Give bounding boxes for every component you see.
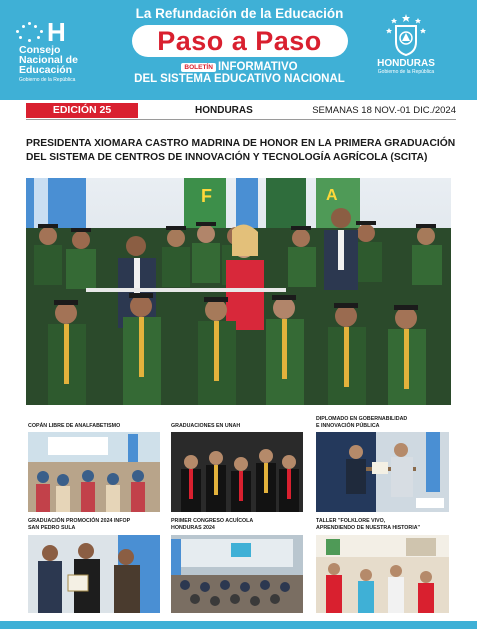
logo-text-line1: Consejo	[19, 44, 61, 56]
newsletter-title: Paso a Paso	[132, 25, 348, 57]
main-headline: PRESIDENTA XIOMARA CASTRO MADRINA DE HONOR EN LA PRIMERA GRADUACIÓN DEL SISTEMA DE CENTROS DE INNOVACIÓN Y TECNOLOGÍA AGRÍCOLA (SCITA)	[26, 138, 456, 163]
boletin-line1: INFORMATIVO	[217, 61, 298, 73]
thumb-caption: TALLER "FOLKLORE VIVO, APRENDIENDO DE NUESTRA HISTORIA"	[316, 518, 421, 531]
thumb-caption: PRIMER CONGRESO ACUÍCOLA HONDURAS 2024	[171, 518, 254, 531]
thumb-image	[316, 432, 449, 512]
graduation-photo-image	[26, 178, 451, 405]
logo-subtitle: Gobierno de la República	[19, 77, 76, 83]
date-range: SEMANAS 18 NOV.-01 DIC./2024	[312, 105, 456, 116]
thumb-image	[28, 535, 160, 613]
congreso-acuicola-image	[171, 535, 303, 613]
copan-event-image	[28, 432, 160, 512]
thumb-caption: DIPLOMADO EN GOBERNABILIDAD E INNOVACIÓN PÚBLICA	[316, 416, 408, 429]
thumb-image	[171, 432, 303, 512]
boletin-line2: DEL SISTEMA EDUCATIVO NACIONAL	[134, 73, 345, 85]
unah-graduation-image	[171, 432, 303, 512]
country-label: HONDURAS	[195, 105, 253, 116]
honduras-label: HONDURAS	[377, 58, 435, 69]
honduras-sublabel: Gobierno de la República	[377, 69, 435, 75]
honduras-shield-icon	[386, 12, 426, 56]
tagline: La Refundación de la Educación	[135, 6, 344, 21]
masthead-center	[112, 6, 367, 86]
logo-text-line2: Nacional de	[19, 54, 78, 66]
logo-h-letter: H	[47, 17, 66, 47]
svg-text:F: F	[201, 186, 212, 206]
edition-badge: EDICIÓN 25	[26, 103, 138, 118]
divider	[26, 119, 456, 120]
boletin-badge: BOLETÍN	[181, 63, 216, 72]
masthead	[0, 0, 477, 100]
logo-text-line3: Educación	[19, 64, 73, 76]
diplomado-image	[316, 432, 449, 512]
svg-text:A: A	[326, 187, 338, 204]
thumb-image	[316, 535, 449, 613]
footer-bar	[0, 621, 477, 629]
main-photo	[26, 178, 451, 405]
folklore-workshop-image	[316, 535, 449, 613]
thumb-caption: COPÁN LIBRE DE ANALFABETISMO	[28, 423, 121, 429]
consejo-nacional-logo	[14, 17, 100, 90]
thumb-image	[28, 432, 160, 512]
edition-bar	[0, 103, 477, 118]
honduras-government-logo	[366, 12, 446, 92]
thumb-caption: GRADUACIONES EN UNAH	[171, 423, 241, 429]
thumb-caption: GRADUACIÓN PROMOCIÓN 2024 INFOP SAN PEDRO SULA	[28, 518, 131, 531]
infop-graduation-image	[28, 535, 160, 613]
logo-dots-icon	[14, 22, 44, 44]
thumb-image	[171, 535, 303, 613]
